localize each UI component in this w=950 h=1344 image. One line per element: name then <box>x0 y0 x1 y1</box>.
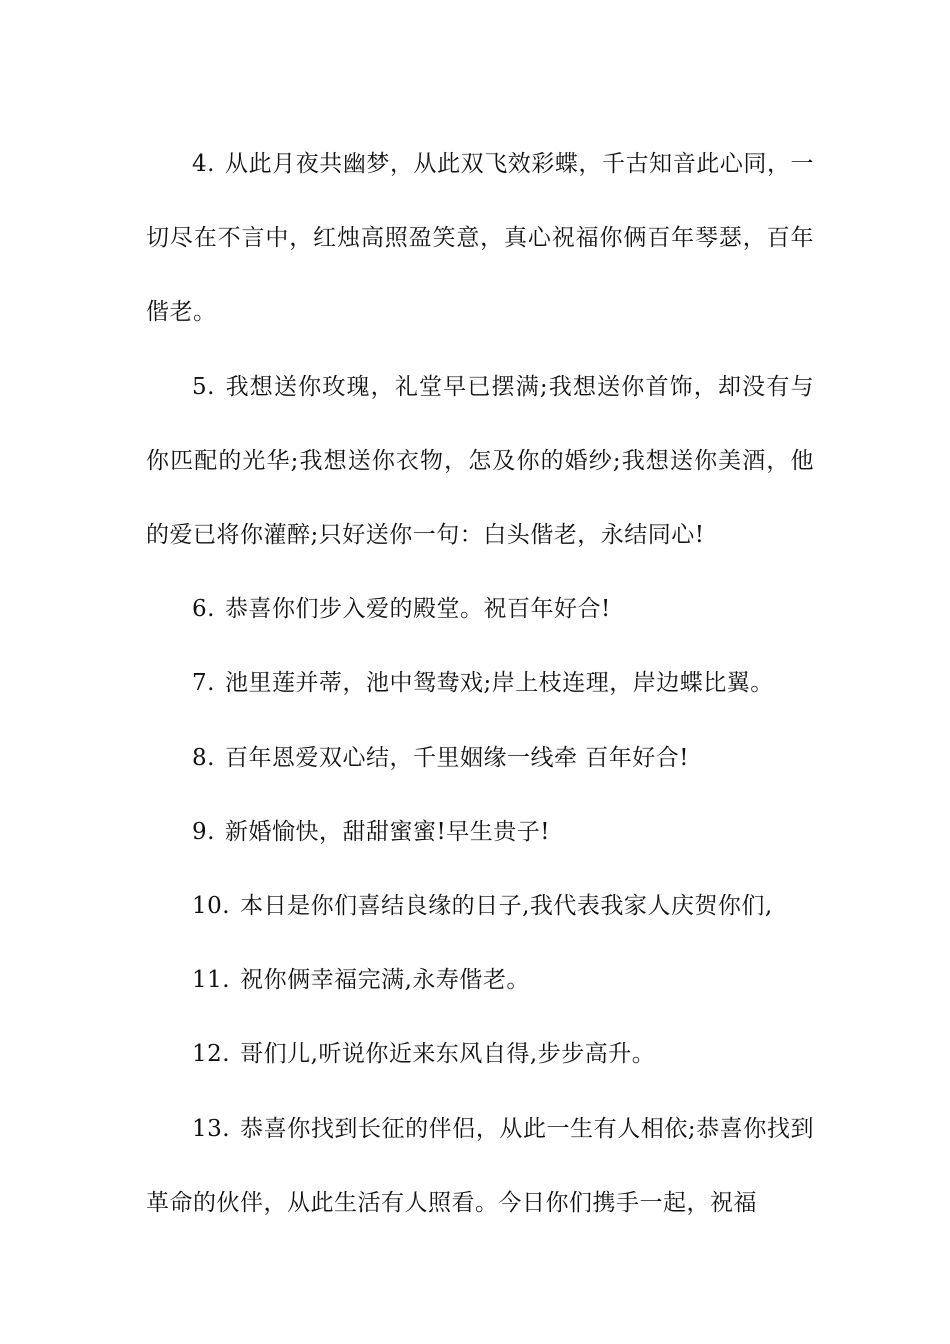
item-text: 百年恩爱双心结，千里姻缘一线牵 百年好合! <box>224 744 690 771</box>
item-number: 10. <box>192 893 231 920</box>
item-number: 9. <box>192 818 215 845</box>
item-text: 我想送你玫瑰，礼堂早已摆满;我想送你首饰，却没有与你匹配的光华;我想送你衣物，怎及你的婚纱;我想送你美酒，他的爱已将你灌醉;只好送你一句：白头偕老，永结同心! <box>146 373 814 549</box>
list-item <box>146 943 814 1017</box>
list-item <box>146 1017 814 1091</box>
item-number: 8. <box>192 744 215 771</box>
item-number: 6. <box>192 596 215 623</box>
item-text: 新婚愉快，甜甜蜜蜜!早生贵子! <box>224 818 550 845</box>
item-number: 5. <box>192 373 215 400</box>
document-body <box>146 127 814 1240</box>
item-text: 哥们儿,听说你近来东风自得,步步高升。 <box>240 1041 656 1068</box>
list-item <box>146 795 814 869</box>
item-number: 7. <box>192 670 215 697</box>
item-text: 恭喜你们步入爱的殿堂。祝百年好合! <box>224 596 611 623</box>
item-number: 12. <box>192 1041 231 1068</box>
item-number: 11. <box>192 967 231 994</box>
item-text: 祝你俩幸福完满,永寿偕老。 <box>240 967 530 994</box>
list-item <box>146 350 814 573</box>
item-text: 本日是你们喜结良缘的日子,我代表我家人庆贺你们, <box>240 893 773 920</box>
item-text: 池里莲并蒂，池中鸳鸯戏;岸上枝连理，岸边蝶比翼。 <box>224 670 774 697</box>
item-text: 恭喜你找到长征的伴侣，从此一生有人相依;恭喜你找到革命的伙伴，从此生活有人照看。今日你们携手一起，祝福 <box>146 1115 814 1216</box>
list-item <box>146 646 814 720</box>
item-number: 4. <box>192 151 215 177</box>
list-item <box>146 572 814 646</box>
list-item <box>146 1092 814 1240</box>
item-number: 13. <box>192 1115 231 1142</box>
list-item <box>146 721 814 795</box>
list-item <box>146 869 814 943</box>
list-item <box>146 127 814 350</box>
item-text: 从此月夜共幽梦，从此双飞效彩蝶，千古知音此心同，一切尽在不言中，红烛高照盈笑意，真心祝福你俩百年琴瑟，百年偕老。 <box>146 151 814 326</box>
